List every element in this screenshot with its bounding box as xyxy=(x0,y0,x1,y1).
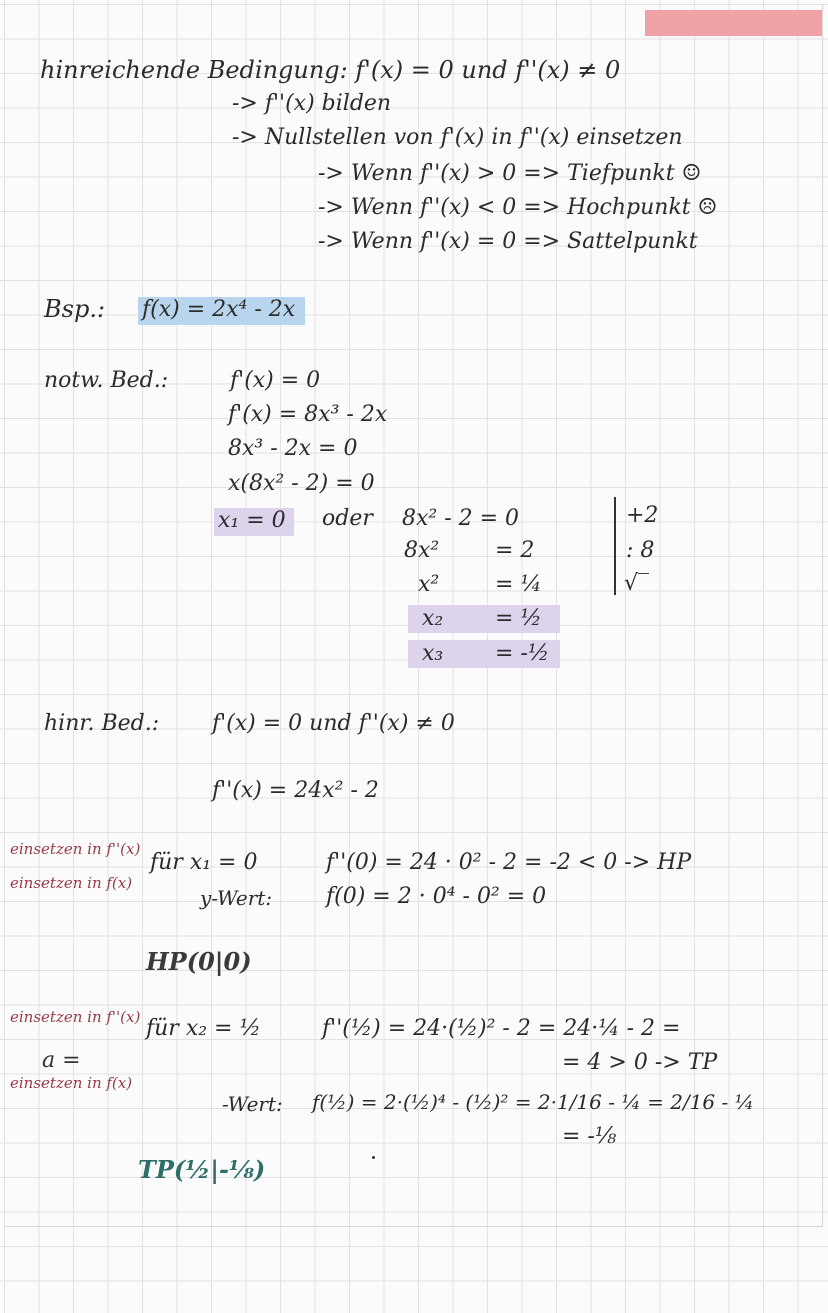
necessary-label: notw. Bed.: xyxy=(44,368,169,393)
equation-step2-right: = 2 xyxy=(495,538,535,563)
case-minimum: -> Wenn f''(x) > 0 => Tiefpunkt ☺ xyxy=(318,161,702,186)
necessary-line3: 8x³ - 2x = 0 xyxy=(228,436,358,461)
tp-result: TP(½|-⅛) xyxy=(138,1155,266,1184)
solution-x3-left: x₃ xyxy=(422,641,444,666)
tp-ywert-label: -Wert: xyxy=(222,1092,283,1116)
necessary-line4: x(8x² - 2) = 0 xyxy=(228,471,375,496)
necessary-line2: f'(x) = 8x³ - 2x xyxy=(228,402,388,427)
equation-step2-left: 8x² xyxy=(404,538,440,563)
hp-second-derivative-calc: f''(0) = 24 · 0² - 2 = -2 < 0 -> HP xyxy=(326,850,692,875)
operation-sqrt: √‾ xyxy=(624,571,650,596)
tp-second-derivative-calc: f''(½) = 24·(½)² - 2 = 24·¼ - 2 = xyxy=(322,1016,681,1041)
tp-fuer-x2: für x₂ = ½ xyxy=(146,1016,261,1041)
example-label: Bsp.: xyxy=(44,295,106,323)
solution-x2-left: x₂ xyxy=(422,606,444,631)
note-insert-fpp-1: einsetzen in f''(x) xyxy=(10,840,141,858)
operation-plus2: +2 xyxy=(626,503,659,528)
case-saddle: -> Wenn f''(x) = 0 => Sattelpunkt xyxy=(318,229,698,254)
pink-highlight-marker xyxy=(645,10,822,36)
note-a-equals: a = xyxy=(42,1048,81,1073)
stray-dot xyxy=(372,1156,375,1159)
hp-fuer-x1: für x₁ = 0 xyxy=(150,850,258,875)
hp-ywert-calc: f(0) = 2 · 0⁴ - 0² = 0 xyxy=(326,884,547,909)
operation-divide8: : 8 xyxy=(626,538,655,563)
equation-step3-right: = ¼ xyxy=(495,572,542,597)
title-line: hinreichende Bedingung: f'(x) = 0 und f''(x) ≠ 0 xyxy=(40,56,621,84)
tp-second-derivative-result: = 4 > 0 -> TP xyxy=(562,1050,718,1075)
case-maximum: -> Wenn f''(x) < 0 => Hochpunkt ☹ xyxy=(318,195,718,220)
hp-result: HP(0|0) xyxy=(146,947,252,976)
equation-step1: 8x² - 2 = 0 xyxy=(402,506,520,531)
solution-x3-right: = -½ xyxy=(495,641,550,666)
tp-ywert-calc: f(½) = 2·(½)⁴ - (½)² = 2·1/16 - ¼ = 2/16 - ¼ xyxy=(312,1090,755,1114)
solution-x2-right: = ½ xyxy=(495,606,542,631)
necessary-line1: f'(x) = 0 xyxy=(230,368,321,393)
tp-ywert-result: = -⅛ xyxy=(562,1124,617,1149)
step-form-second-derivative: -> f''(x) bilden xyxy=(232,91,392,116)
example-function: f(x) = 2x⁴ - 2x xyxy=(138,297,305,325)
note-insert-f-2: einsetzen in f(x) xyxy=(10,1074,133,1092)
note-insert-fpp-2: einsetzen in f''(x) xyxy=(10,1008,141,1026)
second-derivative: f''(x) = 24x² - 2 xyxy=(212,778,379,803)
solution-x1: x₁ = 0 xyxy=(214,508,294,536)
step-insert-zeros: -> Nullstellen von f'(x) in f''(x) einsetzen xyxy=(232,125,683,150)
hp-ywert-label: y-Wert: xyxy=(200,886,273,910)
note-insert-f-1: einsetzen in f(x) xyxy=(10,874,133,892)
equation-step3-left: x² xyxy=(418,572,440,597)
sufficient-condition: f'(x) = 0 und f''(x) ≠ 0 xyxy=(212,711,455,736)
sufficient-label: hinr. Bed.: xyxy=(44,711,160,736)
operation-divider xyxy=(614,497,616,595)
oder-text: oder xyxy=(322,506,373,531)
